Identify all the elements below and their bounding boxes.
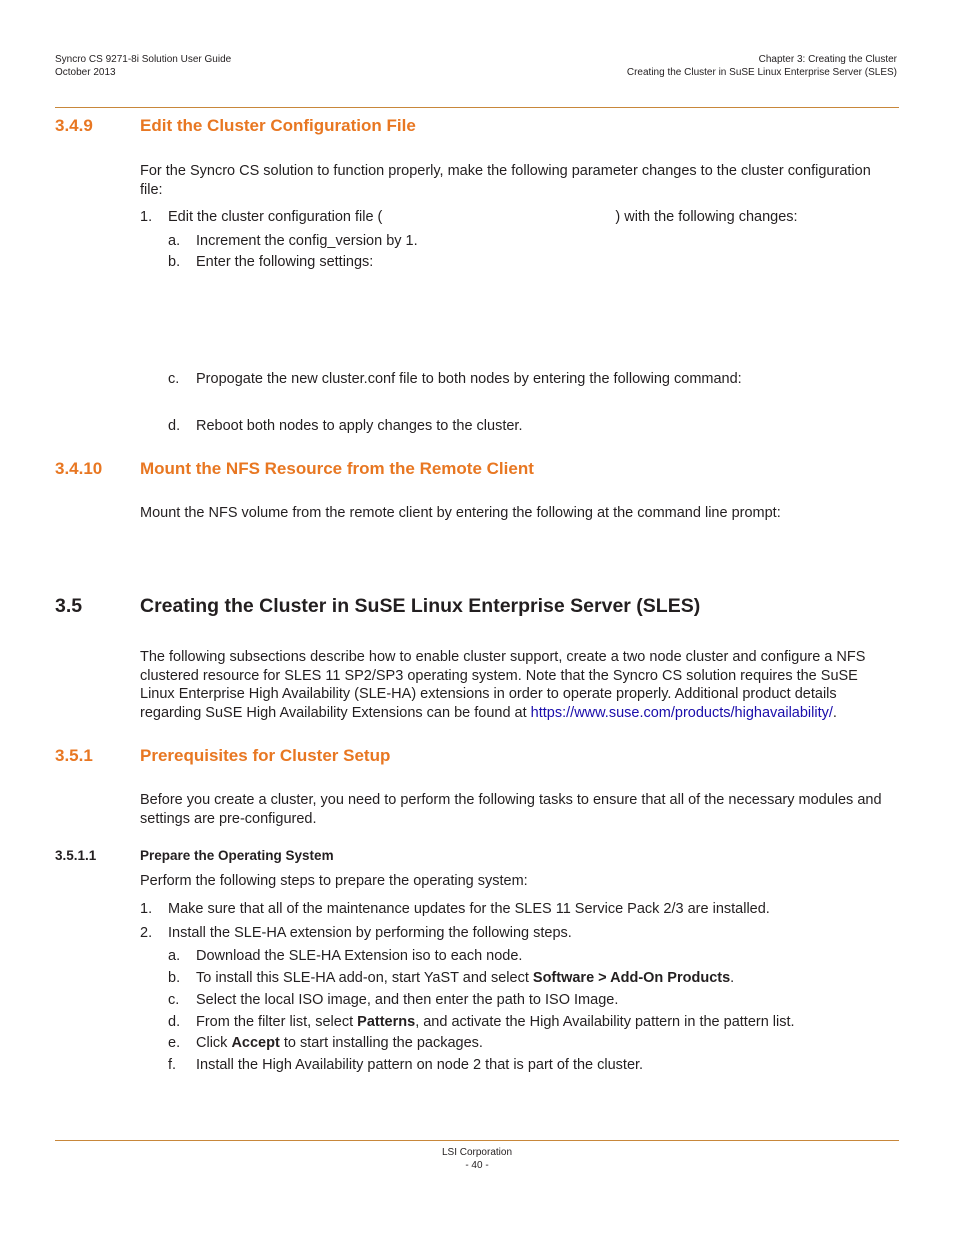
footer-divider [55,1140,899,1141]
heading-3-5 [55,593,700,619]
step-text-before: Edit the cluster configuration file ( [168,209,383,225]
section-number: 3.5.1.1 [55,848,97,863]
list-marker: b. [168,254,181,270]
paragraph-os-intro: Perform the following steps to prepare the operating system: [140,873,528,889]
list-marker: d. [168,418,181,434]
list-marker: f. [168,1057,177,1073]
list-text: Click [196,1035,232,1051]
step-text-after: ) with the following changes: [615,209,798,225]
document-date: October 2013 [55,67,116,78]
list-text: Reboot both nodes to apply changes to the cluster. [196,418,523,434]
list-text-end: . [730,970,735,986]
list-text: Enter the following settings: [196,254,374,270]
list-marker: 1. [140,209,153,225]
suse-ha-link[interactable]: https://www.suse.com/products/highavailability/ [530,704,833,721]
heading-3-4-9 [55,115,416,137]
list-text: Install the High Availability pattern on node 2 that is part of the cluster. [196,1057,644,1073]
paragraph-text: The following subsections describe how to enable cluster support, create a two node cluster and configure a NFS clustered resource for SLES 11 SP2/SP3 operating system. Note that the Syncro CS solution requires the SuSE Linux Enterprise High Availability (SLE-HA) extensions in order to operate properly. Additional product details regarding SuSE High Availability Extensions can be found at [140,649,866,721]
list-text: Increment the config_version by 1. [196,233,418,249]
list-marker: 1. [140,901,153,917]
paragraph-nfs-mount: Mount the NFS volume from the remote client by entering the following at the command line prompt: [140,505,781,521]
list-text: Make sure that all of the maintenance updates for the SLES 11 Service Pack 2/3 are installed. [168,901,770,917]
list-text: Download the SLE-HA Extension iso to each node. [196,948,523,964]
heading-3-5-1-1 [55,847,334,865]
list-text: Install the SLE-HA extension by performing the following steps. [168,925,572,941]
running-header-right [627,53,897,79]
list-text-end: to start installing the packages. [279,1035,483,1051]
section-heading: Prerequisites for Cluster Setup [140,746,391,765]
section-title: Creating the Cluster in SuSE Linux Enterprise Server (SLES) [626,67,897,78]
running-header-left [55,53,231,79]
footer-page-number: - 40 - [465,1160,489,1171]
heading-3-4-10 [55,458,534,480]
header-divider [55,107,899,108]
section-heading: Prepare the Operating System [140,848,334,863]
paragraph-prerequisites: Before you create a cluster, you need to perform the following tasks to ensure that all of the necessary modules and settings are pre-configured. [140,792,882,827]
section-number: 3.5.1 [55,746,93,765]
paragraph-text-end: . [832,704,837,721]
list-marker: 2. [140,925,153,941]
list-text: Select the local ISO image, and then enter the path to ISO Image. [196,992,619,1008]
list-marker: b. [168,970,181,986]
list-marker: a. [168,233,181,249]
paragraph-config-intro: For the Syncro CS solution to function properly, make the following parameter changes to the cluster configuration file: [140,163,871,198]
section-number: 3.4.10 [55,459,103,478]
menu-path: Software > Add-On Products [532,970,731,986]
list-marker: d. [168,1014,181,1030]
section-heading: Creating the Cluster in SuSE Linux Enterprise Server (SLES) [140,595,701,617]
section-number: 3.5 [55,595,83,617]
list-marker: a. [168,948,181,964]
heading-3-5-1 [55,745,390,767]
ui-term: Patterns [357,1014,416,1030]
paragraph-sles-intro [140,648,890,722]
list-marker: c. [168,371,180,387]
list-marker: c. [168,992,180,1008]
list-marker: e. [168,1035,181,1051]
section-heading: Mount the NFS Resource from the Remote Client [140,459,534,478]
list-text: To install this SLE-HA add-on, start YaST and select [196,970,533,986]
section-heading: Edit the Cluster Configuration File [140,116,416,135]
chapter-title: Chapter 3: Creating the Cluster [758,54,897,65]
list-text: From the filter list, select [196,1014,358,1030]
list-text-end: , and activate the High Availability pattern in the pattern list. [415,1014,795,1030]
document-title: Syncro CS 9271-8i Solution User Guide [55,54,232,65]
footer-company: LSI Corporation [441,1147,513,1158]
ui-term: Accept [231,1035,280,1051]
section-number: 3.4.9 [55,116,93,135]
list-text: Propogate the new cluster.conf file to both nodes by entering the following command: [196,371,742,387]
